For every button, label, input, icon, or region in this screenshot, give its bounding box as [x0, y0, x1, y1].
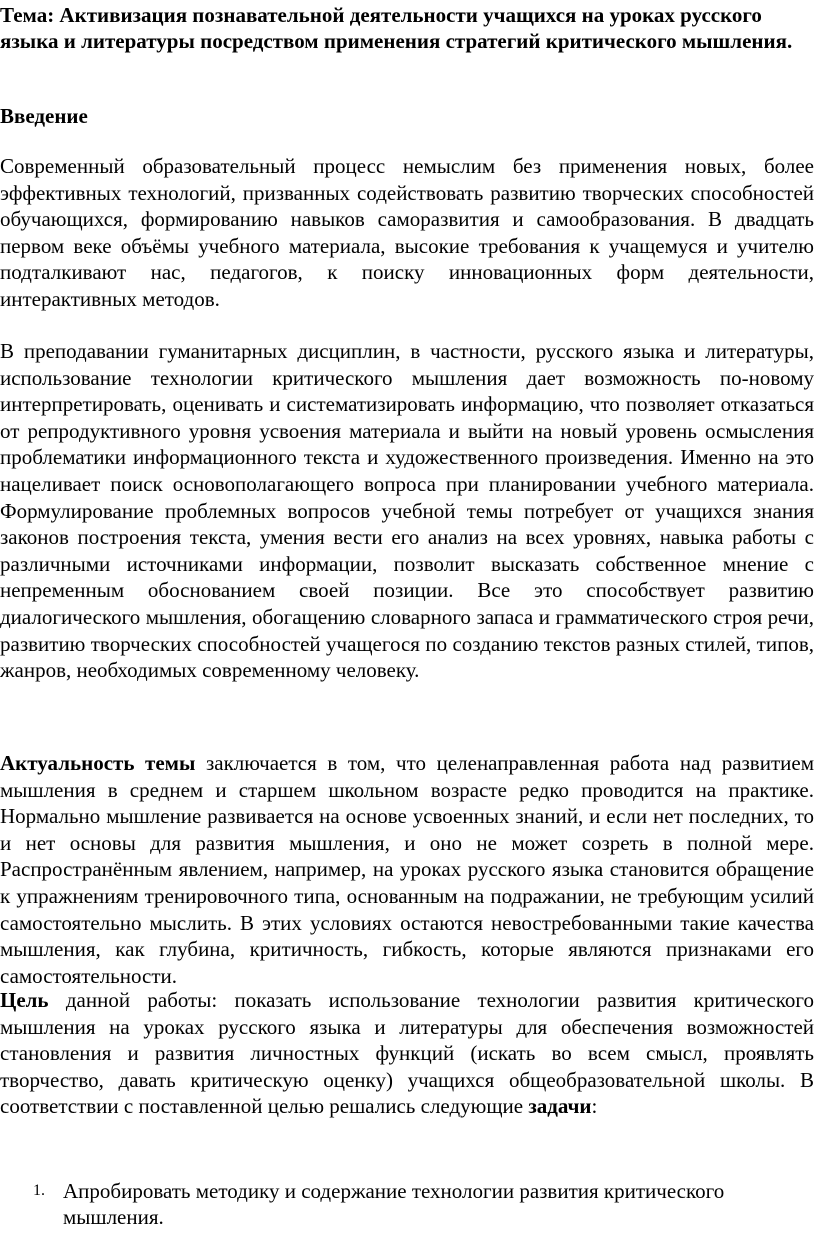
- tasks-colon: :: [591, 1094, 598, 1119]
- paragraph-critical-thinking: В преподавании гуманитарных дисциплин, в частности, русского языка и литературы, использование технологии критического мышления дает возможность по-новому интерпретировать, оценивать и систематизировать информацию, что позволяет отказаться от репродуктивного уровня усвоения материала и выйти на новый уровень осмысления проблематики информационного текста и художественного произведения. Именно на это нацеливает поиск основополагающего вопроса при планировании учебного материала. Формулирование проблемных вопросов учебной темы потребует от учащихся знания законов построения текста, умения вести его анализ на всех уровнях, навыка работы с различными источниками информации, позволит высказать собственное мнение с непременным обоснованием своей позиции. Все это способствует развитию диалогического мышления, обогащению словарного запаса и грамматического строя речи, развитию творческих способностей учащегося по созданию текстов разных стилей, типов, жанров, необходимых современному человеку.: [0, 339, 814, 683]
- goal-text: данной работы: показать использование технологии развития критического мышления на уроках русского языка и литературы для обеспечения возможностей становления и развития личностных функций (искать во всем смысл, проявлять творчество, давать критическую оценку) учащихся общеобразовательной школы. В соответствии с поставленной целью решались следующие: [0, 988, 814, 1119]
- list-item: [0, 1178, 816, 1230]
- document-title: Тема: Активизация познавательной деятельности учащихся на уроках русского языка и литературы посредством применения стратегий критического мышления.: [0, 3, 793, 53]
- list-item-number: 1.: [33, 1182, 45, 1199]
- paragraph-intro: Современный образовательный процесс немыслим без применения новых, более эффективных технологий, призванных содействовать развитию творческих способностей обучающихся, формированию навыков саморазвития и самообразования. В двадцать первом веке объёмы учебного материала, высокие требования к учащемуся и учителю подталкивают нас, педагогов, к поиску инновационных форм деятельности, интерактивных методов.: [0, 154, 814, 311]
- relevance-label: Актуальность темы: [0, 751, 196, 775]
- paragraph-relevance: [0, 750, 814, 989]
- paragraph-goal: [0, 987, 814, 1120]
- tasks-list: [0, 1178, 816, 1230]
- list-item-text: Апробировать методику и содержание технологии развития критического мышления.: [63, 1179, 725, 1229]
- relevance-text: заключается в том, что целенаправленная работа над развитием мышления в среднем и старшем школьном возрасте редко проводится на практике. Нормально мышление развивается на основе усвоенных знаний, и если нет последних, то и нет основы для развития мышления, и оно не может созреть в полной мере. Распространённым явлением, например, на уроках русского языка становится обращение к упражнениям тренировочного типа, основанным на подражании, не требующим усилий самостоятельно мыслить. В этих условиях остаются невостребованными такие качества мышления, как глубина, критичность, гибкость, которые являются признаками его самостоятельности.: [0, 751, 814, 988]
- section-heading-introduction: Введение: [0, 104, 88, 128]
- tasks-label: задачи: [528, 1094, 592, 1119]
- goal-label: Цель: [0, 988, 49, 1012]
